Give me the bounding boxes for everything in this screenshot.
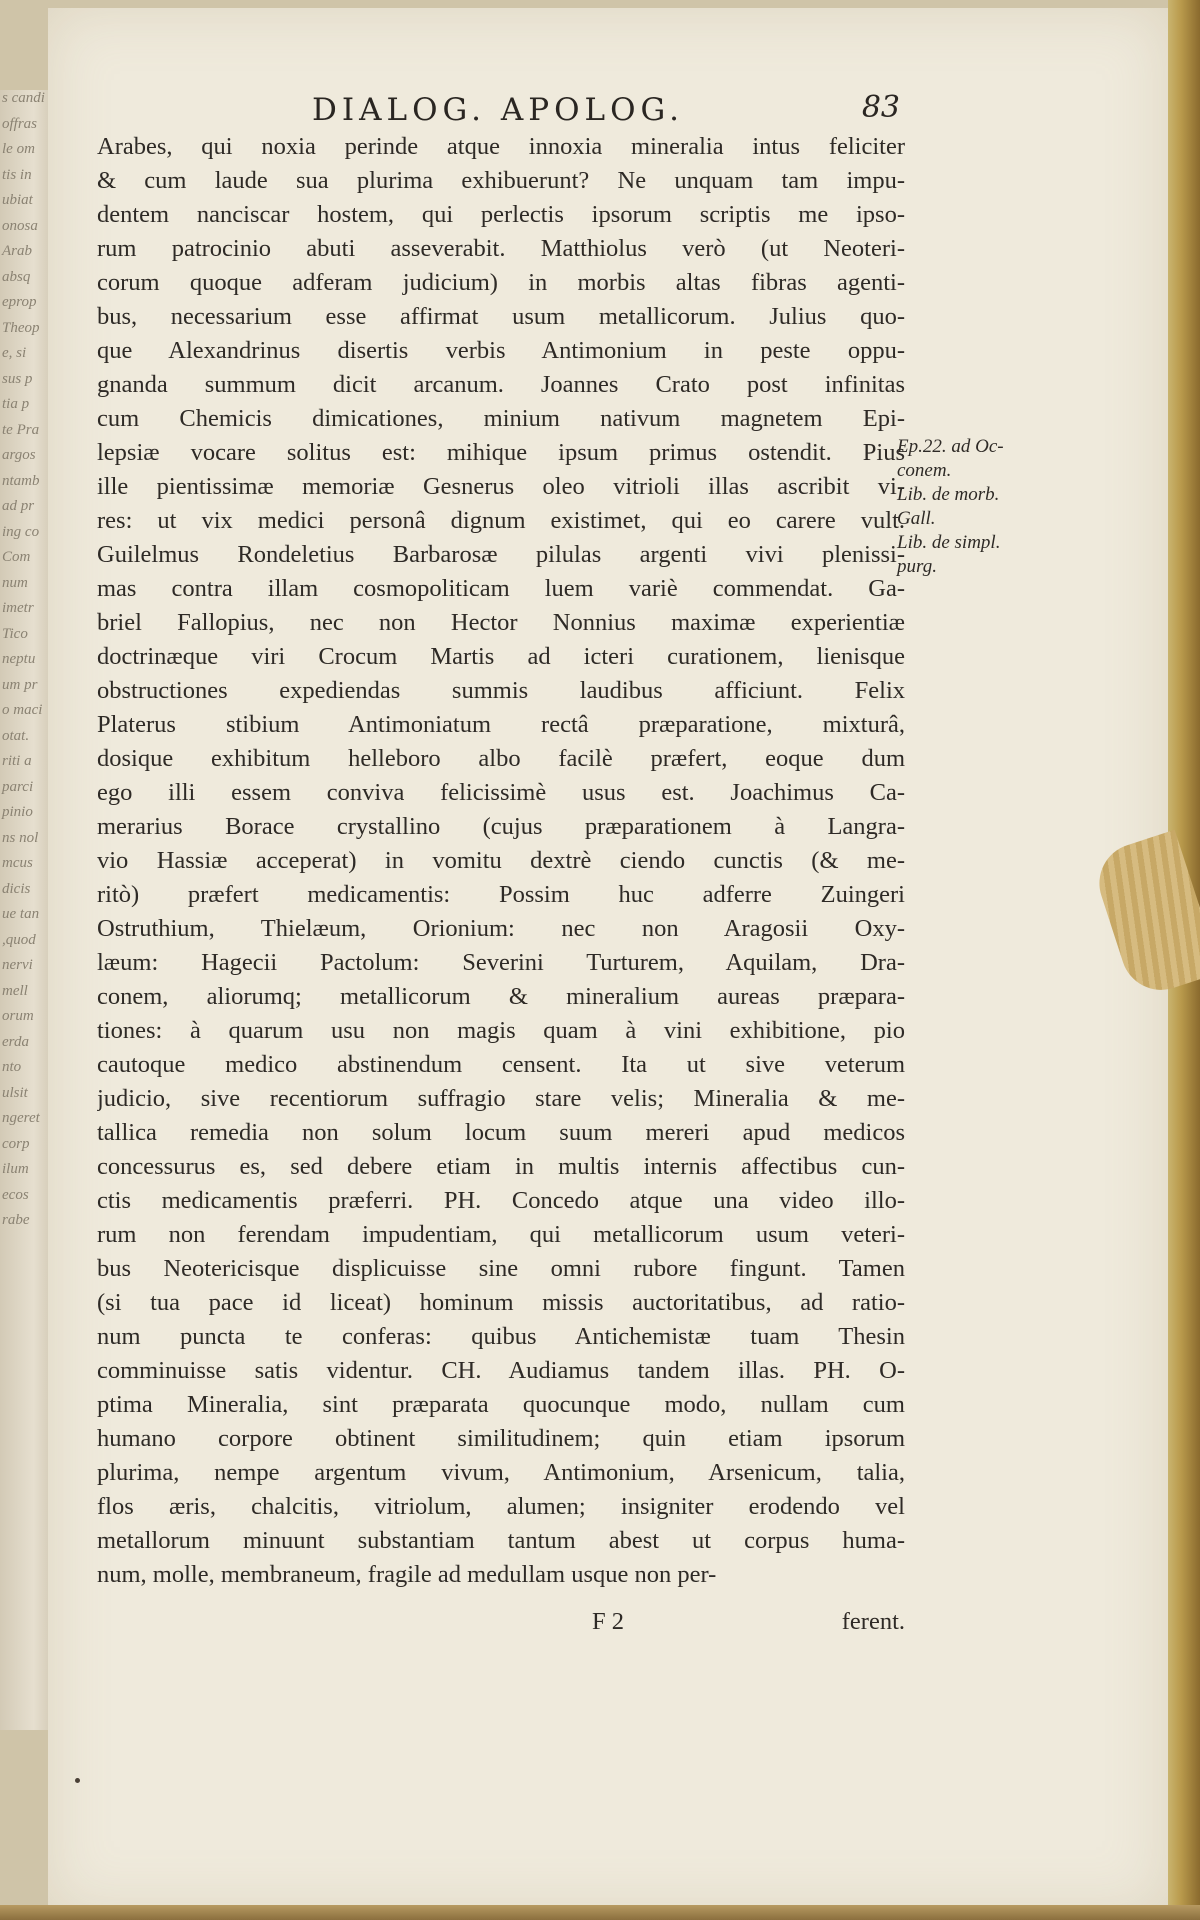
text-line: rum patrocinio abuti asseverabit. Matthiolus verò (ut Neoteri-: [97, 235, 905, 262]
page-number: 83: [861, 90, 900, 125]
facing-page-fragment: erda: [2, 1033, 29, 1050]
catchword: ferent.: [841, 1608, 905, 1635]
text-line: mas contra illam cosmopoliticam luem variè commendat. Ga-: [97, 575, 905, 602]
text-line: (si tua pace id liceat) hominum missis auctoritatibus, ad ratio-: [97, 1289, 905, 1316]
facing-page-fragment: e, si: [2, 345, 27, 361]
facing-page-fragment: imetr: [2, 600, 34, 616]
facing-page-fragment: eprop: [2, 294, 37, 310]
text-line: tallica remedia non solum locum suum mereri apud medicos: [97, 1119, 905, 1146]
facing-page-fragment: onosa: [2, 217, 38, 234]
marginal-note: Lib. de simpl.: [897, 532, 1001, 553]
facing-page-fragment: offras: [2, 115, 38, 132]
text-line: vio Hassiæ acceperat) in vomitu dextrè ciendo cunctis (& me-: [97, 847, 905, 874]
text-line: bus Neotericisque displicuisse sine omni rubore fingunt. Tamen: [97, 1255, 905, 1282]
text-line: judicio, sive recentiorum suffragio stare velis; Mineralia & me-: [97, 1085, 905, 1112]
marginal-note: Gall.: [897, 508, 936, 529]
text-line: dentem nanciscar hostem, qui perlectis ipsorum scriptis me ipso-: [97, 201, 905, 228]
facing-page-fragment: s candi: [2, 90, 45, 106]
facing-page-fragment: o maci: [2, 702, 43, 718]
text-line: Arabes, qui noxia perinde atque innoxia mineralia intus feliciter: [97, 133, 905, 160]
facing-page-fragment: mell: [2, 982, 28, 999]
facing-page-fragment: argos: [2, 447, 36, 463]
facing-page-fragment: ngeret: [2, 1110, 40, 1126]
text-line: bus, necessarium esse affirmat usum metallicorum. Julius quo-: [97, 303, 905, 330]
marginal-note: Lib. de morb.: [897, 484, 1000, 505]
text-line: cum Chemicis dimicationes, minium nativum magnetem Epi-: [97, 405, 905, 432]
facing-page-fragment: pinio: [2, 804, 33, 820]
facing-page-fragment: ad pr: [2, 498, 35, 514]
marginal-note: Ep.22. ad Oc-: [897, 436, 1004, 457]
facing-page-fragment: ubiat: [2, 192, 33, 208]
text-line: num, molle, membraneum, fragile ad medullam usque non per-: [97, 1561, 717, 1588]
facing-page-fragment: neptu: [2, 651, 36, 667]
facing-page-fragment: riti a: [2, 753, 32, 769]
facing-page-fragment: nto: [2, 1059, 22, 1075]
text-line: que Alexandrinus disertis verbis Antimonium in peste oppu-: [97, 337, 905, 364]
facing-page-fragment: le om: [2, 141, 35, 157]
marginal-note: conem.: [897, 460, 952, 481]
signature-mark: F 2: [592, 1608, 625, 1635]
facing-page-fragment: Theop: [2, 319, 40, 336]
facing-page-fragment: ing co: [2, 523, 40, 540]
facing-page-fragment: otat.: [2, 727, 30, 744]
text-line: merarius Borace crystallino (cujus præparationem à Langra-: [97, 813, 905, 840]
text-line: ille pientissimæ memoriæ Gesnerus oleo vitrioli illas ascribit vi-: [97, 473, 905, 500]
facing-page-fragment: ns nol: [2, 829, 39, 846]
facing-page-fragment: dicis: [2, 880, 31, 897]
text-line: ctis medicamentis præferri. PH. Concedo atque una video illo-: [97, 1187, 905, 1214]
facing-page-fragment: absq: [2, 268, 31, 285]
facing-page-fragment: Com: [2, 549, 31, 565]
text-line: tiones: à quarum usu non magis quam à vini exhibitione, pio: [97, 1017, 905, 1044]
facing-page-strip: [0, 90, 48, 1730]
text-line: lepsiæ vocare solitus est: mihique ipsum primus ostendit. Pius: [97, 439, 905, 466]
page-footer: [97, 1608, 905, 1642]
text-line: & cum laude sua plurima exhibuerunt? Ne unquam tam impu-: [97, 167, 905, 194]
facing-page-fragment: rabe: [2, 1212, 30, 1228]
text-line: res: ut vix medici personâ dignum existimet, qui eo carere vult.: [97, 507, 905, 534]
text-line: comminuisse satis videntur. CH. Audiamus tandem illas. PH. O-: [97, 1357, 905, 1384]
text-line: flos æris, chalcitis, vitriolum, alumen; insigniter erodendo vel: [97, 1493, 905, 1520]
text-line: Platerus stibium Antimoniatum rectâ præparatione, mixturâ,: [97, 711, 905, 738]
text-line: ego illi essem conviva felicissimè usus est. Joachimus Ca-: [97, 779, 905, 806]
facing-page-fragment: ntamb: [2, 472, 40, 489]
text-line: conem, aliorumq; metallicorum & mineralium aureas præpara-: [97, 983, 905, 1010]
facing-page-fragment: mcus: [2, 855, 33, 871]
facing-page-fragment: te Pra: [2, 421, 40, 438]
book-bottom-edge: [0, 1905, 1200, 1920]
body-text: [97, 130, 905, 1592]
text-line: dosique exhibitum helleboro albo facilè præfert, eoque dum: [97, 745, 905, 772]
text-line: cautoque medico abstinendum censent. Ita ut sive veterum: [97, 1051, 905, 1078]
facing-page-fragment: ue tan: [2, 906, 40, 922]
paper-speck: [75, 1778, 80, 1783]
text-line: concessurus es, sed debere etiam in multis internis affectibus cun-: [97, 1153, 905, 1180]
text-line: obstructiones expediendas summis laudibus afficiunt. Felix: [97, 677, 905, 704]
text-line: doctrinæque viri Crocum Martis ad icteri curationem, lienisque: [97, 643, 905, 670]
facing-page-fragment: nervi: [2, 957, 33, 973]
text-line: læum: Hagecii Pactolum: Severini Turturem, Aquilam, Dra-: [97, 949, 905, 976]
text-line: num puncta te conferas: quibus Antichemistæ tuam Thesin: [97, 1323, 905, 1350]
facing-page-fragment: orum: [2, 1008, 34, 1024]
text-line: plurima, nempe argentum vivum, Antimonium, Arsenicum, talia,: [97, 1459, 905, 1486]
facing-page-fragment: Arab: [2, 243, 32, 259]
running-title: DIALOG. APOLOG.: [312, 92, 685, 128]
text-line: briel Fallopius, nec non Hector Nonnius maximæ experientiæ: [97, 609, 905, 636]
text-line: ritò) præfert medicamentis: Possim huc adferre Zuingeri: [97, 881, 905, 908]
text-line: rum non ferendam impudentiam, qui metallicorum usum veteri-: [97, 1221, 905, 1248]
text-line: ptima Mineralia, sint præparata quocunque modo, nullam cum: [97, 1391, 905, 1418]
facing-page-fragment: ,quod: [2, 931, 36, 948]
text-line: gnanda summum dicit arcanum. Joannes Crato post infinitas: [97, 371, 905, 398]
facing-page-fragment: ulsit: [2, 1084, 28, 1101]
text-line: humano corpore obtinent similitudinem; quin etiam ipsorum: [97, 1425, 905, 1452]
facing-page-fragment: corp: [2, 1135, 30, 1152]
facing-page-fragment: num: [2, 574, 28, 591]
facing-page-fragment: sus p: [2, 370, 33, 387]
facing-page-fragment: ecos: [2, 1186, 29, 1203]
facing-page-fragment: tia p: [2, 396, 30, 412]
marginal-note: purg.: [897, 556, 937, 577]
facing-page-fragment: ilum: [2, 1161, 29, 1177]
facing-page-fragment: parci: [2, 778, 34, 795]
page-header: [300, 92, 900, 132]
text-line: Guilelmus Rondeletius Barbarosæ pilulas argenti vivi plenissi-: [97, 541, 905, 568]
text-line: metallorum minuunt substantiam tantum abest ut corpus huma-: [97, 1527, 905, 1554]
text-line: Ostruthium, Thielæum, Orionium: nec non Aragosii Oxy-: [97, 915, 905, 942]
facing-page-fragment: tis in: [2, 166, 32, 183]
facing-page-fragment: Tico: [2, 625, 28, 642]
marginal-notes: [897, 437, 1047, 581]
text-line: corum quoque adferam judicium) in morbis altas fibras agenti-: [97, 269, 905, 296]
facing-page-fragment: um pr: [2, 676, 38, 693]
